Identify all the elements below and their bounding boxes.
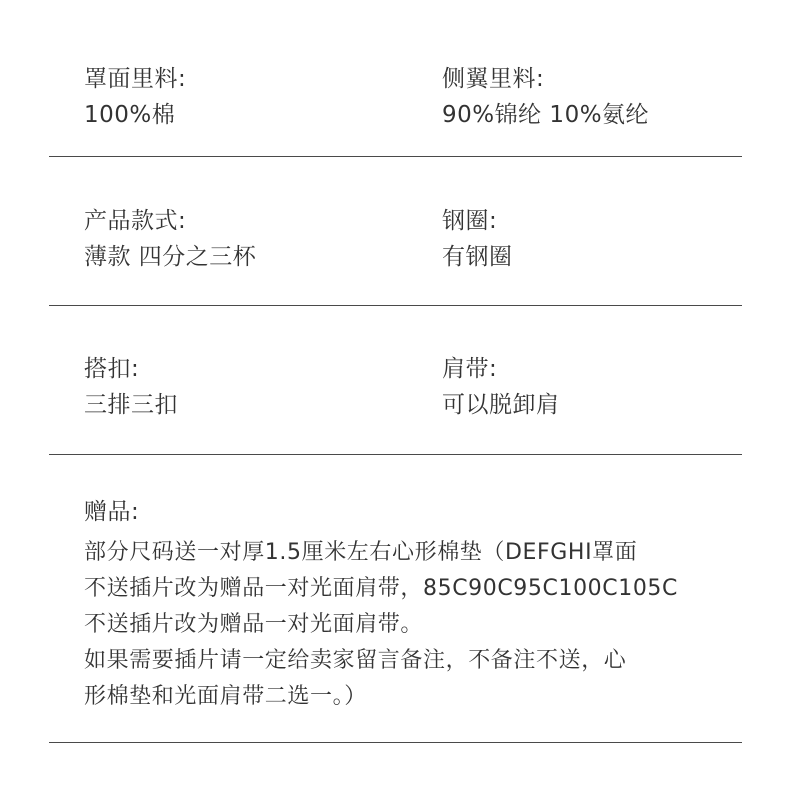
spec-gift <box>84 495 724 715</box>
gift-text-line: 形棉垫和光面肩带二选一。） <box>84 684 367 709</box>
gift-text-line: 不送插片改为赠品一对光面肩带。 <box>84 612 424 637</box>
spec-side-lining <box>442 62 649 132</box>
spec-underwire <box>442 204 513 274</box>
spec-value: 薄款 四分之三杯 <box>84 244 257 270</box>
spec-shoulder-strap <box>442 352 560 422</box>
spec-value: 三排三扣 <box>84 392 178 418</box>
spec-cup-lining <box>84 62 186 132</box>
spec-label: 罩面里料: <box>84 66 187 92</box>
spec-hook-closure <box>84 352 178 422</box>
divider <box>49 156 742 157</box>
spec-label: 钢圈: <box>442 208 498 234</box>
spec-label: 侧翼里料: <box>442 66 545 92</box>
divider <box>49 305 742 306</box>
gift-text-line: 如果需要插片请一定给卖家留言备注，不备注不送，心 <box>84 648 627 673</box>
spec-value: 100%棉 <box>84 102 176 128</box>
spec-value: 90%锦纶 10%氨纶 <box>442 102 650 128</box>
spec-product-style <box>84 204 256 274</box>
spec-label: 肩带: <box>442 356 498 382</box>
spec-value: 可以脱卸肩 <box>442 392 560 418</box>
spec-label: 搭扣: <box>84 356 140 382</box>
spec-label: 赠品: <box>84 499 140 525</box>
gift-text-line: 部分尺码送一对厚1.5厘米左右心形棉垫（DEFGHI罩面 <box>84 540 638 565</box>
gift-text-line: 不送插片改为赠品一对光面肩带，85C90C95C100C105C <box>84 576 678 601</box>
spec-value: 有钢圈 <box>442 244 513 270</box>
divider <box>49 454 742 455</box>
divider <box>49 742 742 743</box>
spec-label: 产品款式: <box>84 208 187 234</box>
